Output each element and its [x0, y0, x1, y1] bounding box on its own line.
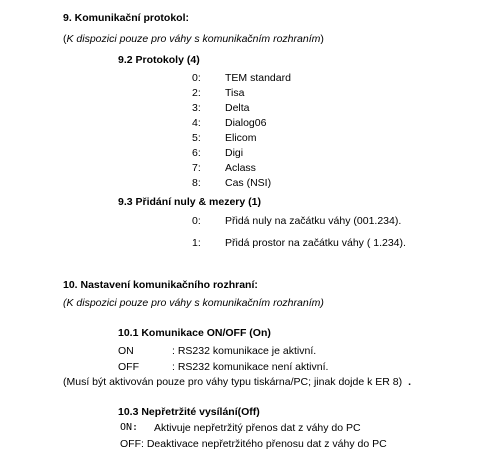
protocol-num: 3:	[192, 102, 201, 114]
padding-option-num: 0:	[192, 215, 201, 227]
comm-activation-note	[63, 376, 411, 389]
protocol-num: 7:	[192, 162, 201, 174]
subsection-9-3-title: 9.3 Přidání nuly & mezery (1)	[118, 196, 261, 208]
section-10-title: 10. Nastavení komunikačního rozhraní:	[63, 279, 258, 291]
comm-on-value: : RS232 komunikace je aktivní.	[172, 345, 317, 357]
protocol-label: Elicom	[225, 132, 257, 144]
protocol-num: 8:	[192, 177, 201, 189]
protocol-label: Aclass	[225, 162, 256, 174]
protocol-label: Dialog06	[225, 117, 267, 129]
subsection-9-2-title: 9.2 Protokoly (4)	[118, 54, 200, 66]
padding-option-label: Přidá prostor na začátku váhy ( 1.234).	[225, 237, 406, 249]
protocol-label: Tisa	[225, 87, 245, 99]
comm-activation-note-end: .	[408, 376, 411, 388]
comm-on-key: ON	[118, 345, 134, 357]
continuous-on-text: Aktivuje nepřetržitý přenos dat z váhy do PC	[154, 422, 361, 434]
protocol-num: 2:	[192, 87, 201, 99]
section-9-title: 9. Komunikační protokol:	[63, 12, 190, 24]
padding-option-num: 1:	[192, 237, 201, 249]
continuous-off-line: OFF: Deaktivace nepřetržitého přenosu dat z váhy do PC	[120, 438, 387, 450]
comm-off-value: : RS232 komunikace není aktivní.	[172, 361, 329, 373]
comm-off-key: OFF	[118, 361, 139, 373]
section-9-note-text: K dispozici pouze pro váhy s komunikačním rozhraním	[66, 33, 321, 45]
subsection-10-1-title: 10.1 Komunikace ON/OFF (On)	[118, 327, 271, 339]
comm-activation-note-text: (Musí být aktivován pouze pro váhy typu tiskárna/PC; jinak dojde k ER 8)	[63, 376, 403, 388]
section-9-note: (K dispozici pouze pro váhy s komunikačním rozhraním)	[63, 33, 324, 45]
padding-option-label: Přidá nuly na začátku váhy (001.234).	[225, 215, 402, 227]
continuous-on-key: ON:	[120, 422, 139, 433]
protocol-num: 6:	[192, 147, 201, 159]
protocol-label: TEM standard	[225, 72, 291, 84]
subsection-10-3-title: 10.3 Nepřetržité vysílání(Off)	[118, 406, 260, 418]
protocol-label: Cas (NSI)	[225, 177, 272, 189]
protocol-num: 5:	[192, 132, 201, 144]
protocol-num: 0:	[192, 72, 201, 84]
protocol-label: Delta	[225, 102, 250, 114]
protocol-num: 4:	[192, 117, 201, 129]
section-10-note: (K dispozici pouze pro váhy s komunikačním rozhraním)	[63, 297, 324, 309]
protocol-label: Digi	[225, 147, 244, 159]
